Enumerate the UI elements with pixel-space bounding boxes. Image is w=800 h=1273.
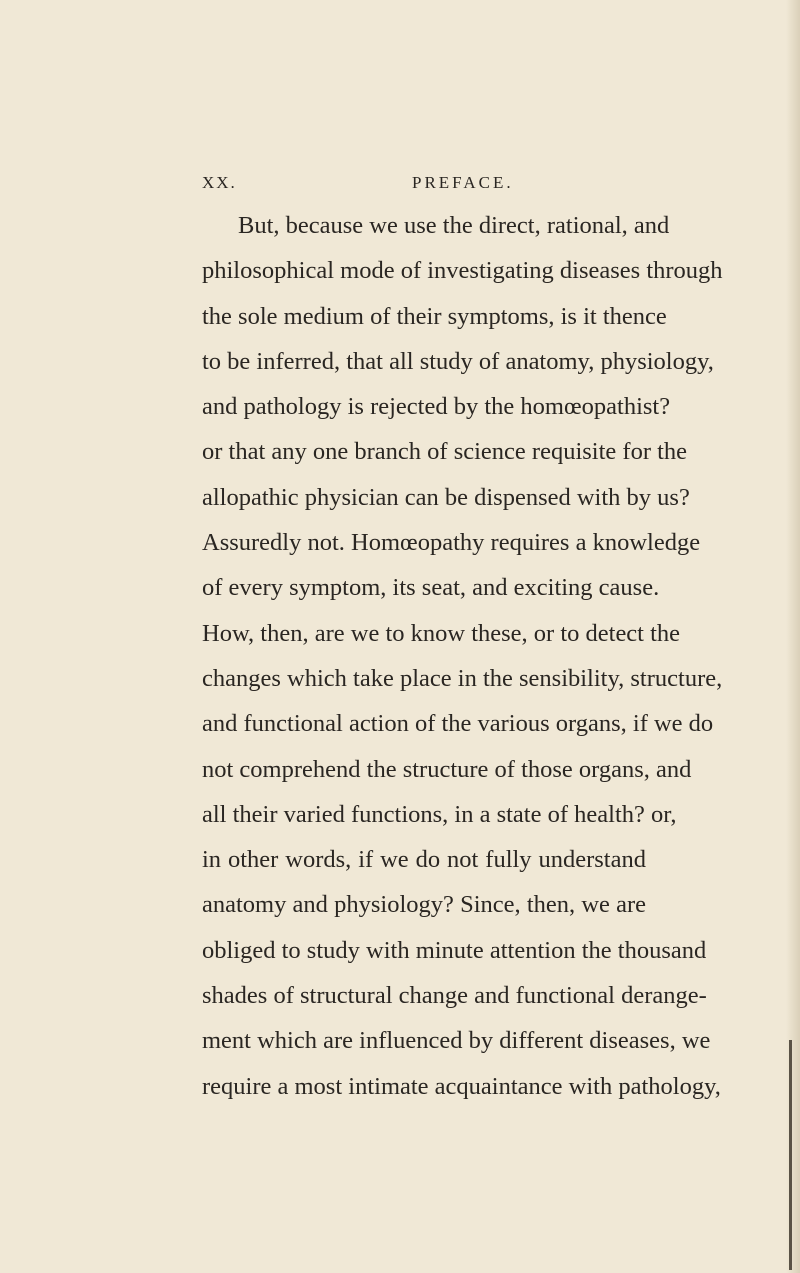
page-edge-mark xyxy=(789,1040,792,1270)
text-line: ment which are influenced by different diseases, we xyxy=(202,1027,711,1055)
page-number: XX. xyxy=(202,173,237,192)
text-line: allopathic physician can be dispensed with by us? xyxy=(202,483,690,511)
text-line: in other words, if we do not fully understand xyxy=(202,846,646,874)
text-line: and pathology is rejected by the homœopathist? xyxy=(202,393,671,421)
text-line: and functional action of the various organs, if we do xyxy=(202,710,714,738)
text-line: the sole medium of their symptoms, is it thence xyxy=(202,302,667,330)
text-line: all their varied functions, in a state of health? or, xyxy=(202,800,677,828)
running-title: PREFACE. xyxy=(412,173,514,192)
text-line: obliged to study with minute attention the thousand xyxy=(202,936,707,964)
text-line: of every symptom, its seat, and exciting cause. xyxy=(202,574,660,602)
text-line: Assuredly not. Homœopathy requires a knowledge xyxy=(202,529,701,557)
text-line: But, because we use the direct, rational, and xyxy=(238,212,670,239)
text-line: or that any one branch of science requisite for the xyxy=(202,438,688,466)
text-line: How, then, are we to know these, or to detect the xyxy=(202,619,681,647)
text-line: philosophical mode of investigating diseases through xyxy=(202,257,723,285)
body-paragraph xyxy=(202,203,723,1109)
page-header xyxy=(202,173,646,197)
text-line: require a most intimate acquaintance with pathology, xyxy=(202,1072,721,1100)
text-line: shades of structural change and functional derange- xyxy=(202,982,707,1010)
text-line: anatomy and physiology? Since, then, we are xyxy=(202,891,646,919)
text-line: changes which take place in the sensibility, structure, xyxy=(202,664,723,692)
text-line: to be inferred, that all study of anatomy, physiology, xyxy=(202,347,714,375)
text-line: not comprehend the structure of those organs, and xyxy=(202,755,692,783)
